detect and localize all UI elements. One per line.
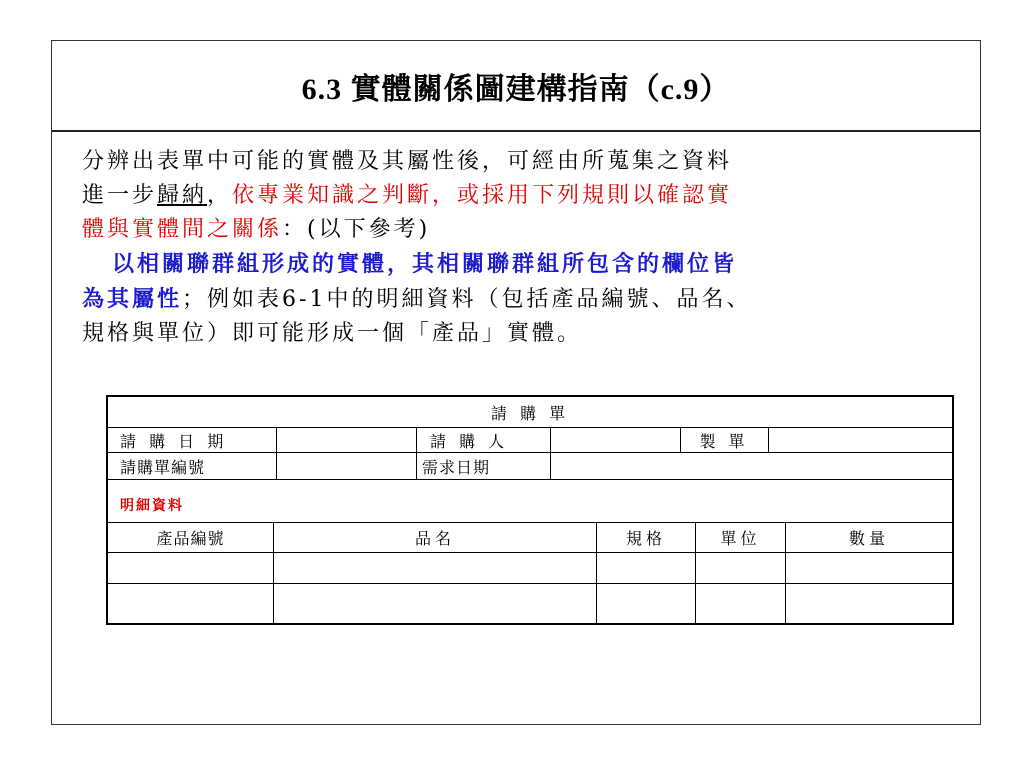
paragraph-2-line-1 <box>82 247 982 282</box>
paragraph-1-line-1 <box>82 145 982 179</box>
paragraph-2-line-2 <box>82 282 982 317</box>
text: ， <box>207 183 233 208</box>
text: 規格與單位）即可能形成一個「產品」實體。 <box>82 321 583 346</box>
requester-label: 請 購 人 <box>430 431 509 451</box>
red-text: 依專業知識之判斷，或採用下列規則以確認實 <box>232 183 733 208</box>
form-maker-label: 製 單 <box>699 431 749 451</box>
need-date-label: 需求日期 <box>422 457 491 477</box>
title-box <box>52 41 980 132</box>
detail-section-label: 明細資料 <box>120 498 184 514</box>
column-header-product-code: 產品編號 <box>156 529 225 548</box>
paragraph-1-line-2 <box>82 179 982 213</box>
text: 分辨出表單中可能的實體及其屬性後，可經由所蒐集之資料 <box>82 149 733 174</box>
request-date-label: 請 購 日 期 <box>120 431 228 451</box>
column-header-product-name: 品名 <box>414 529 455 548</box>
body-text <box>82 145 982 351</box>
form-title: 請 購 單 <box>490 403 570 423</box>
paragraph-1-line-3 <box>82 213 982 247</box>
underlined-text: 歸納 <box>157 183 208 208</box>
column-header-quantity: 數量 <box>848 529 889 548</box>
purchase-requisition-form <box>106 395 954 625</box>
column-header-unit: 單位 <box>720 529 761 548</box>
blue-text: 為其屬性 <box>82 286 183 312</box>
blue-text: 以相關聯群組形成的實體，其相關聯群組所包含的欄位皆 <box>112 251 738 277</box>
red-text: 體與實體間之關係 <box>82 217 283 242</box>
column-header-spec: 規格 <box>625 529 666 548</box>
request-number-label: 請購單編號 <box>120 457 206 477</box>
text: ；例如表6-1中的明細資料（包括產品編號、品名、 <box>182 287 752 312</box>
text: ：(以下參考) <box>282 217 431 242</box>
paragraph-2-line-3 <box>82 317 982 351</box>
text: 進一步 <box>82 183 158 208</box>
slide-frame <box>51 40 981 725</box>
slide-title: 6.3 實體關係圖建構指南（c.9） <box>301 72 731 106</box>
